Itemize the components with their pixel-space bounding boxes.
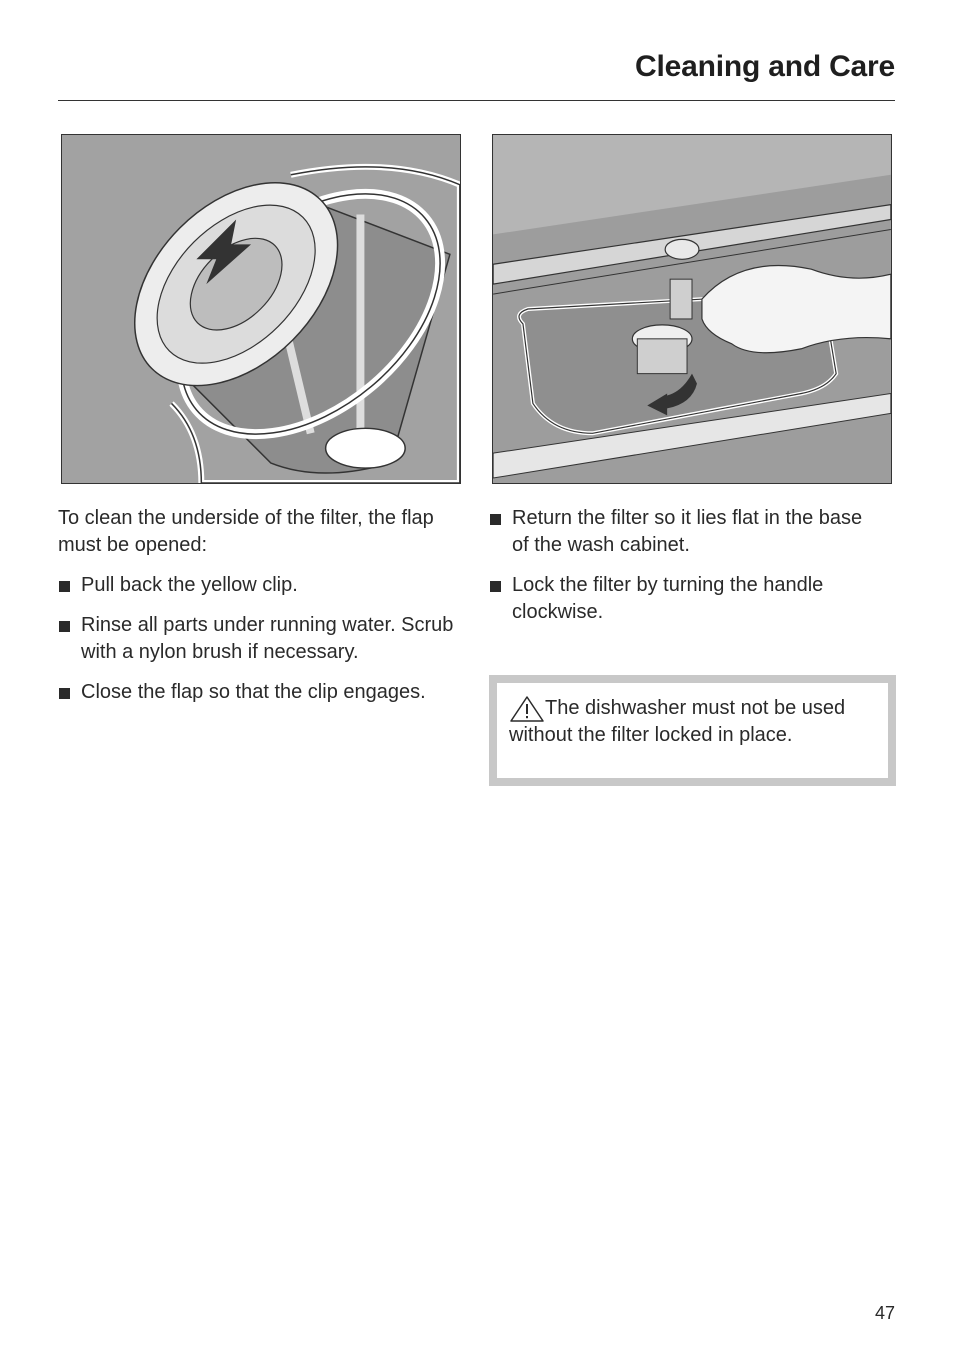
header-rule (58, 100, 895, 101)
bullet-item: Rinse all parts under running water. Scrub with a nylon brush if necessary. (58, 612, 458, 666)
bullet-item: Pull back the yellow clip. (58, 572, 458, 599)
illustration-lock-filter (492, 134, 892, 484)
page-number: 47 (874, 1303, 895, 1323)
right-column (489, 505, 879, 639)
bullet-item: Close the flap so that the clip engages. (58, 679, 458, 706)
intro-paragraph: To clean the underside of the filter, the flap must be opened: (58, 507, 434, 556)
warning-triangle-icon (509, 695, 545, 722)
left-column (58, 505, 458, 719)
warning-box (489, 675, 896, 786)
bullet-item: Return the filter so it lies flat in the base of the wash cabinet. (489, 505, 879, 559)
bullet-item: Lock the filter by turning the handle clockwise. (489, 572, 879, 626)
page-title: Cleaning and Care (635, 50, 895, 83)
warning-text: The dishwasher must not be used without the filter locked in place. (509, 697, 846, 746)
illustration-filter-flap (61, 134, 461, 484)
